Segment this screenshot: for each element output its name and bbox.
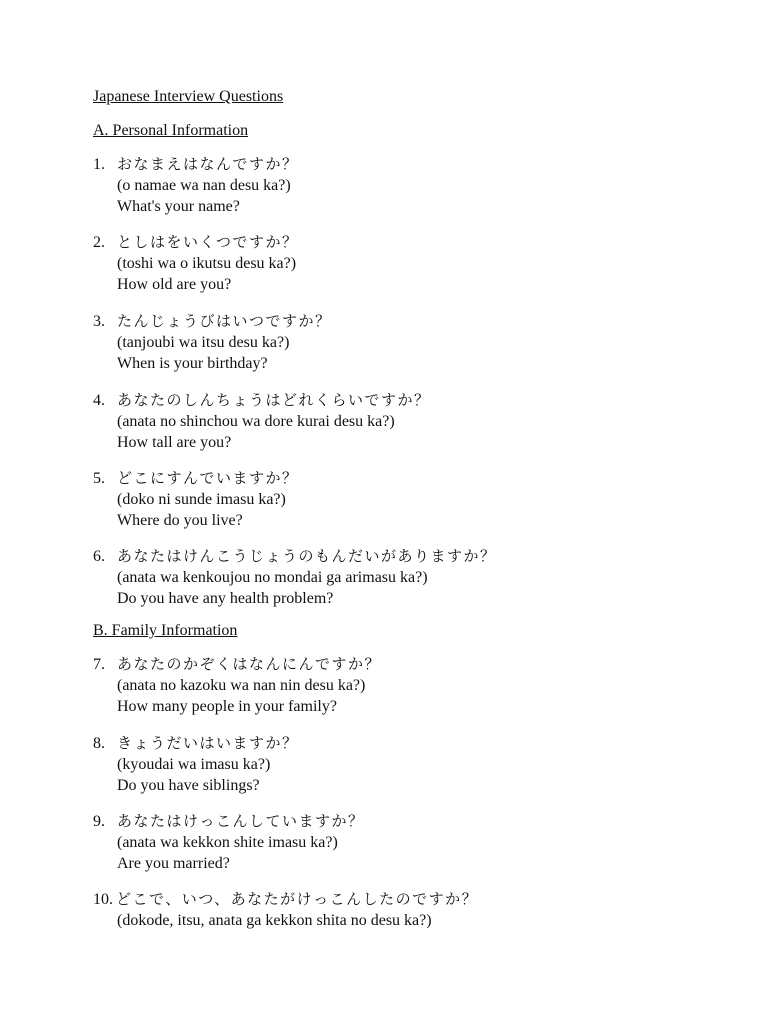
- question-item: [93, 154, 733, 217]
- question-romaji: (anata no shinchou wa dore kurai desu ka?): [117, 413, 395, 430]
- question-item: [93, 889, 733, 931]
- question-number: 3.: [93, 313, 105, 330]
- question-item: [93, 468, 733, 531]
- question-number: 8.: [93, 735, 105, 752]
- question-romaji: (kyoudai wa imasu ka?): [117, 756, 271, 773]
- question-item: [93, 733, 733, 796]
- question-english: How many people in your family?: [117, 698, 337, 715]
- question-number: 4.: [93, 392, 105, 409]
- question-romaji: (dokode, itsu, anata ga kekkon shita no desu ka?): [117, 912, 432, 929]
- section-heading-personal: A. Personal Information: [93, 122, 249, 139]
- question-number: 7.: [93, 656, 105, 673]
- question-number: 1.: [93, 156, 105, 173]
- question-romaji: (tanjoubi wa itsu desu ka?): [117, 334, 290, 351]
- question-japanese: どこにすんでいますか？: [117, 469, 299, 487]
- question-item: [93, 546, 733, 609]
- question-number: 5.: [93, 470, 105, 487]
- question-english: How tall are you?: [117, 434, 232, 451]
- question-number: 9.: [93, 813, 105, 830]
- question-romaji: (anata wa kekkon shite imasu ka?): [117, 834, 338, 851]
- question-japanese: どこで、いつ、あなたがけっこんしたのですか？: [116, 890, 479, 908]
- question-item: [93, 811, 733, 874]
- question-japanese: おなまえはなんですか？: [117, 155, 299, 173]
- question-number: 2.: [93, 234, 105, 251]
- question-english: Do you have siblings?: [117, 777, 260, 794]
- question-item: [93, 311, 733, 374]
- question-english: What's your name?: [117, 198, 240, 215]
- question-japanese: あなたのかぞくはなんにんですか？: [117, 655, 382, 673]
- question-romaji: (toshi wa o ikutsu desu ka?): [117, 255, 297, 272]
- question-english: Are you married?: [117, 855, 230, 872]
- question-romaji: (doko ni sunde imasu ka?): [117, 491, 286, 508]
- question-item: [93, 654, 733, 717]
- question-item: [93, 232, 733, 295]
- document-title: Japanese Interview Questions: [93, 88, 284, 105]
- question-number: 6.: [93, 548, 105, 565]
- question-japanese: あなたはけっこんしていますか？: [117, 812, 365, 830]
- question-japanese: たんじょうびはいつですか？: [117, 312, 332, 330]
- question-japanese: きょうだいはいますか？: [117, 734, 299, 752]
- question-english: When is your birthday?: [117, 355, 268, 372]
- section-heading-family: B. Family Information: [93, 622, 238, 639]
- question-number: 10.: [93, 891, 113, 908]
- question-japanese: としはをいくつですか？: [117, 233, 299, 251]
- question-english: Do you have any health problem?: [117, 590, 334, 607]
- question-romaji: (o namae wa nan desu ka?): [117, 177, 291, 194]
- question-japanese: あなたはけんこうじょうのもんだいがありますか？: [117, 547, 497, 565]
- question-item: [93, 390, 733, 453]
- question-japanese: あなたのしんちょうはどれくらいですか？: [117, 391, 431, 409]
- question-romaji: (anata wa kenkoujou no mondai ga arimasu ka?): [117, 569, 428, 586]
- question-romaji: (anata no kazoku wa nan nin desu ka?): [117, 677, 366, 694]
- question-english: Where do you live?: [117, 512, 243, 529]
- question-english: How old are you?: [117, 276, 232, 293]
